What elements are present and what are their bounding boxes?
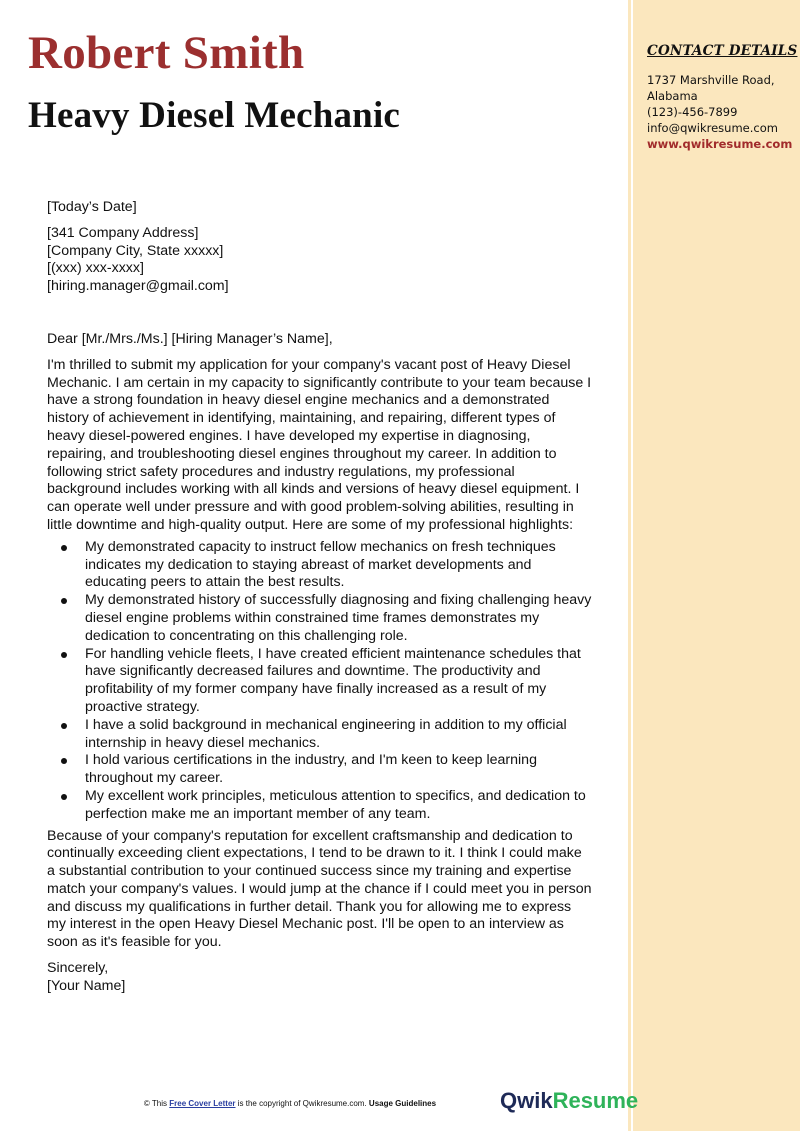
company-email: [hiring.manager@gmail.com] [47,278,229,295]
highlight-item: My demonstrated capacity to instruct fellow mechanics on fresh techniques indicates my dedication to staying abreast of market developments and educating peers to attain the best results. [47,539,592,592]
free-cover-letter-link[interactable]: Free Cover Letter [169,1099,236,1108]
footer-copyright [0,1099,580,1108]
contact-sidebar [633,0,800,1131]
logo-part-resume: Resume [552,1088,639,1113]
closing-paragraph: Because of your company's reputation for excellent craftsmanship and dedication to continually exceeding client expectations, I tend to be drawn to it. I think I could make a substantial contribution to your continued success since my training and expertise match your company's values. I would jump at the chance if I could meet you in person and discuss my qualifications in further detail. Thank you for allowing me to express my interest in the open Heavy Diesel Mechanic post. I'll be open to an interview as soon as it's feasible for you. [47,827,592,951]
job-title: Heavy Diesel Mechanic [28,95,401,136]
sidebar-divider [628,0,631,1131]
letter-date: [Today’s Date] [47,199,137,215]
contact-address-line2: Alabama [647,89,698,103]
company-city: [Company City, State xxxxx] [47,242,224,259]
footer-text-after: is the copyright of Qwikresume.com. [237,1099,367,1108]
footer-text-before: This [151,1099,168,1108]
highlights-list [47,539,592,824]
highlight-item: For handling vehicle fleets, I have created efficient maintenance schedules that have significantly decreased failures and downtime. The productivity and profitability of my former company have finally increased as a result of my proactive strategy. [47,646,592,717]
contact-email[interactable]: info@qwikresume.com [647,121,778,135]
logo-part-qwik: Qwik [500,1088,553,1113]
signature: [Your Name] [47,977,126,994]
usage-guidelines-link[interactable]: Usage Guidelines [368,1099,437,1108]
highlight-item: My demonstrated history of successfully diagnosing and fixing challenging heavy diesel engine problems within constrained time frames demonstrates my dedication to concentrating on this challenging role. [47,592,592,645]
contact-heading: CONTACT DETAILS [647,43,798,59]
intro-paragraph: I'm thrilled to submit my application for your company's vacant post of Heavy Diesel Mechanic. I am certain in my capacity to significantly contribute to your team because I have a strong foundation in heavy diesel engine mechanics and a demonstrated history of achievement in identifying, maintaining, and repairing, different types of heavy diesel-powered engines. I have developed my expertise in diagnosing, repairing, and troubleshooting diesel engines throughout my career. In addition to following strict safety procedures and industry regulations, my professional background includes working with all kinds and versions of heavy diesel equipment. I can operate well under pressure and with good problem-solving abilities, resulting in little downtime and high-quality output. Here are some of my professional highlights: [47,356,592,533]
qwikresume-logo [500,1088,638,1114]
salutation: Dear [Mr./Mrs./Ms.] [Hiring Manager’s Name], [47,330,333,347]
contact-details [647,72,792,152]
copyright-icon: © [143,1099,150,1108]
highlight-item: My excellent work principles, meticulous attention to specifics, and dedication to perfection make me an important member of any team. [47,788,592,824]
highlight-item: I have a solid background in mechanical engineering in addition to my official internship in heavy diesel mechanics. [47,717,592,753]
contact-website[interactable]: www.qwikresume.com [647,137,793,151]
company-phone: [(xxx) xxx-xxxx] [47,260,144,277]
company-address: [341 Company Address] [47,224,199,241]
contact-phone: (123)-456-7899 [647,105,738,119]
letter-body [47,199,592,996]
highlight-item: I hold various certifications in the industry, and I'm keen to keep learning throughout my career. [47,752,592,788]
applicant-name: Robert Smith [28,27,305,79]
contact-address-line1: 1737 Marshville Road, [647,73,775,87]
sign-off: Sincerely, [47,960,109,977]
